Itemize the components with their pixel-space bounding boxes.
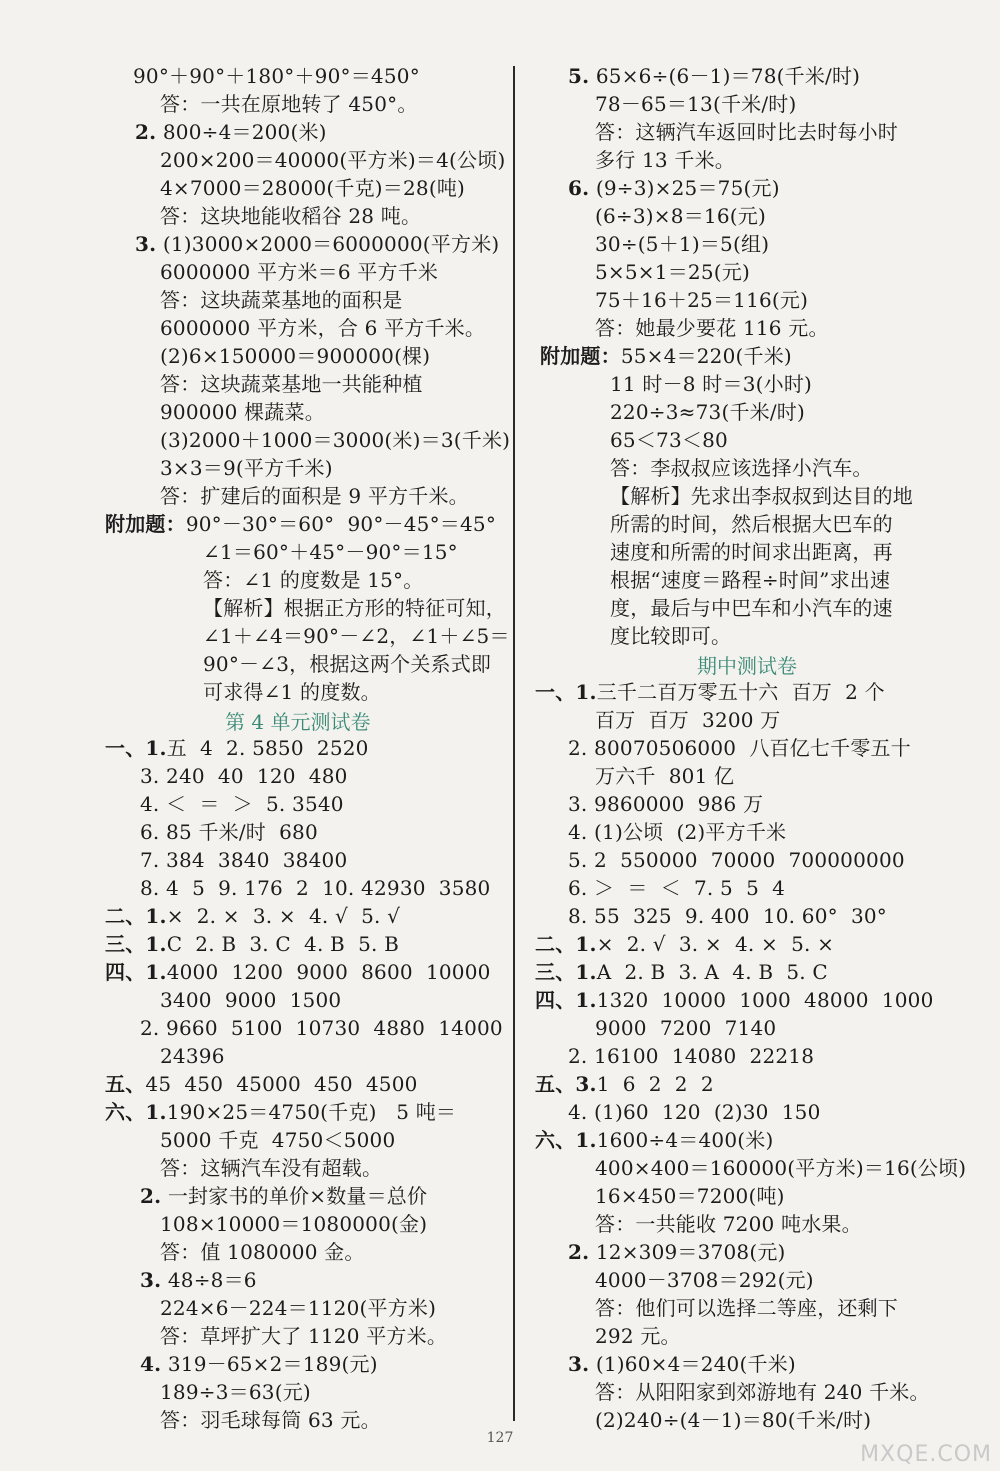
line-text: 45 450 45000 450 4500 xyxy=(145,1072,418,1096)
line: 8. 55 325 9. 400 10. 60° 30° xyxy=(568,904,887,928)
line: 度，最后与中巴车和小汽车的速 xyxy=(610,596,893,620)
line: (2)6×150000＝900000(棵) xyxy=(160,344,431,368)
line-text: 55×4＝220(千米) xyxy=(620,344,792,368)
line: 6000000 平方米＝6 平方千米 xyxy=(160,260,439,284)
line: 6. ＞ ＝ ＜ 7. 5 5 4 xyxy=(568,876,786,900)
line: 答：这块蔬菜基地的面积是 xyxy=(160,288,403,312)
line-text: 三千二百万零五十六 百万 2 个 xyxy=(596,680,885,704)
line: (3)2000＋1000＝3000(米)＝3(千米) xyxy=(160,428,511,452)
section-title: 第 4 单元测试卷 xyxy=(225,710,371,734)
line: 189÷3＝63(元) xyxy=(160,1380,311,1404)
line: 答：羽毛球每筒 63 元。 xyxy=(160,1408,381,1432)
line-text: 一封家书的单价×数量＝总价 xyxy=(167,1184,428,1208)
line: 答：这块地能收稻谷 28 吨。 xyxy=(160,204,422,228)
line: 9000 7200 7140 xyxy=(595,1016,777,1040)
line-text: 65×6÷(6－1)＝78(千米/时) xyxy=(595,64,861,88)
line: 4×7000＝28000(千克)＝28(吨) xyxy=(160,176,466,200)
line xyxy=(105,510,496,538)
line: 【解析】根据正方形的特征可知， xyxy=(203,596,506,620)
line: 224×6－224＝1120(平方米) xyxy=(160,1296,437,1320)
line xyxy=(568,1350,796,1378)
line: 速度和所需的时间求出距离，再 xyxy=(610,540,893,564)
item-number: 3. xyxy=(140,1268,162,1292)
item-number: 五、3. xyxy=(535,1072,597,1096)
line: 根据“速度＝路程÷时间”求出速 xyxy=(610,568,891,592)
line xyxy=(105,902,400,930)
item-number: 一、1. xyxy=(535,680,597,704)
line: 108×10000＝1080000(金) xyxy=(160,1212,428,1236)
line-text: 1320 10000 1000 48000 1000 xyxy=(596,988,934,1012)
item-number: 2. xyxy=(135,120,157,144)
item-number: 5. xyxy=(568,64,590,88)
line-text: 190×25＝4750(千克) 5 吨＝ xyxy=(166,1100,457,1124)
line-text: 1 6 2 2 2 xyxy=(596,1072,714,1096)
line: 65＜73＜80 xyxy=(610,428,728,452)
line-text: 319－65×2＝189(元) xyxy=(167,1352,378,1376)
item-number: 二、1. xyxy=(105,904,167,928)
line: 8. 4 5 9. 176 2 10. 42930 3580 xyxy=(140,876,491,900)
line: 24396 xyxy=(160,1044,225,1068)
item-number: 2. xyxy=(140,1184,162,1208)
line: 【解析】先求出李叔叔到达目的地 xyxy=(610,484,913,508)
item-number: 五、 xyxy=(105,1072,146,1096)
item-number: 3. xyxy=(135,232,157,256)
line-text: 4000 1200 9000 8600 10000 xyxy=(166,960,491,984)
item-number: 6. xyxy=(568,176,590,200)
line: 400×400＝160000(平方米)＝16(公顷) xyxy=(595,1156,967,1180)
line: 答：一共在原地转了 450°。 xyxy=(160,92,418,116)
line xyxy=(105,734,369,762)
line: 答：∠1 的度数是 15°。 xyxy=(203,568,424,592)
line: 答：一共能收 7200 吨水果。 xyxy=(595,1212,862,1236)
item-number: 二、1. xyxy=(535,932,597,956)
line: 78－65＝13(千米/时) xyxy=(595,92,797,116)
item-number: 附加题： xyxy=(105,512,186,536)
watermark: MXQE.COM xyxy=(860,1442,992,1467)
line xyxy=(140,1350,378,1378)
line xyxy=(535,986,934,1014)
line-text: (9÷3)×25＝75(元) xyxy=(595,176,780,200)
line: 200×200＝40000(平方米)＝4(公顷) xyxy=(160,148,506,172)
line: 3. 240 40 120 480 xyxy=(140,764,348,788)
item-number: 四、1. xyxy=(105,960,167,984)
line: 答：这块蔬菜基地一共能种植 xyxy=(160,372,423,396)
item-number: 附加题： xyxy=(540,344,621,368)
line xyxy=(535,678,885,706)
line: (6÷3)×8＝16(元) xyxy=(595,204,766,228)
item-number: 六、1. xyxy=(535,1128,597,1152)
line xyxy=(540,342,792,370)
line xyxy=(135,230,499,258)
line-text: C 2. B 3. C 4. B 5. B xyxy=(166,932,400,956)
line: ∠1＝60°＋45°－90°＝15° xyxy=(203,540,458,564)
line: 万六千 801 亿 xyxy=(595,764,735,788)
line: 答：值 1080000 金。 xyxy=(160,1240,365,1264)
item-number: 三、1. xyxy=(105,932,167,956)
line-text: 90°－30°＝60° 90°－45°＝45° xyxy=(185,512,497,536)
item-number: 4. xyxy=(140,1352,162,1376)
item-number: 2. xyxy=(568,1240,590,1264)
line: 220÷3≈73(千米/时) xyxy=(610,400,806,424)
line xyxy=(568,174,780,202)
column-divider xyxy=(513,66,515,1421)
line: 答：草坪扩大了 1120 平方米。 xyxy=(160,1324,448,1348)
line: 2. 9660 5100 10730 4880 14000 xyxy=(140,1016,503,1040)
line: 可求得∠1 的度数。 xyxy=(203,680,381,704)
line: 2. 16100 14080 22218 xyxy=(568,1044,815,1068)
line: 2. 80070506000 八百亿七千零五十 xyxy=(568,736,911,760)
item-number: 六、1. xyxy=(105,1100,167,1124)
line: 4. (1)60 120 (2)30 150 xyxy=(568,1100,821,1124)
line: 3×3＝9(平方千米) xyxy=(160,456,333,480)
line: 6. 85 千米/时 680 xyxy=(140,820,318,844)
line: 答：他们可以选择二等座，还剩下 xyxy=(595,1296,898,1320)
line xyxy=(568,62,860,90)
line: 900000 棵蔬菜。 xyxy=(160,400,325,424)
line xyxy=(535,930,834,958)
line: (2)240÷(4－1)＝80(千米/时) xyxy=(595,1408,872,1432)
line xyxy=(105,930,399,958)
line: 90°＋90°＋180°＋90°＝450° xyxy=(133,64,420,88)
line-text: (1)60×4＝240(千米) xyxy=(595,1352,796,1376)
section-title: 期中测试卷 xyxy=(697,654,797,678)
line xyxy=(105,1070,418,1098)
line xyxy=(535,1070,714,1098)
line: 7. 384 3840 38400 xyxy=(140,848,348,872)
line: 30÷(5＋1)＝5(组) xyxy=(595,232,770,256)
line-text: (1)3000×2000＝6000000(平方米) xyxy=(162,232,500,256)
item-number: 一、1. xyxy=(105,736,167,760)
line: 答：这辆汽车返回时比去时每小时 xyxy=(595,120,898,144)
line xyxy=(535,958,828,986)
line: 4. (1)公顷 (2)平方千米 xyxy=(568,820,787,844)
line xyxy=(140,1266,257,1294)
line: 答：她最少要花 116 元。 xyxy=(595,316,829,340)
line: 75＋16＋25＝116(元) xyxy=(595,288,809,312)
line-text: 1600÷4＝400(米) xyxy=(596,1128,774,1152)
line: 所需的时间，然后根据大巴车的 xyxy=(610,512,893,536)
page-number: 127 xyxy=(486,1430,514,1446)
item-number: 三、1. xyxy=(535,960,597,984)
line xyxy=(105,1098,456,1126)
line-text: × 2. × 3. × 4. √ 5. √ xyxy=(166,904,401,928)
line-text: 12×309＝3708(元) xyxy=(595,1240,786,1264)
line: 292 元。 xyxy=(595,1324,681,1348)
line xyxy=(568,1238,786,1266)
line: 多行 13 千米。 xyxy=(595,148,735,172)
line-text: A 2. B 3. A 4. B 5. C xyxy=(596,960,828,984)
line: 4000－3708＝292(元) xyxy=(595,1268,814,1292)
line: 11 时－8 时＝3(小时) xyxy=(610,372,813,396)
line: 4. ＜ ＝ ＞ 5. 3540 xyxy=(140,792,344,816)
line: 答：这辆汽车没有超载。 xyxy=(160,1156,383,1180)
line: 度比较即可。 xyxy=(610,624,732,648)
line: 5000 千克 4750＜5000 xyxy=(160,1128,396,1152)
line: 答：从阳阳家到郊游地有 240 千米。 xyxy=(595,1380,930,1404)
line-text: 48÷8＝6 xyxy=(167,1268,257,1292)
line: 百万 百万 3200 万 xyxy=(595,708,781,732)
line: 5. 2 550000 70000 700000000 xyxy=(568,848,905,872)
line xyxy=(105,958,491,986)
line-text: × 2. √ 3. × 4. × 5. × xyxy=(596,932,835,956)
line: 6000000 平方米，合 6 平方千米。 xyxy=(160,316,486,340)
line xyxy=(140,1182,427,1210)
line: ∠1＋∠4＝90°－∠2，∠1＋∠5＝ xyxy=(203,624,510,648)
line: 16×450＝7200(吨) xyxy=(595,1184,785,1208)
line: 5×5×1＝25(元) xyxy=(595,260,750,284)
line: 答：扩建后的面积是 9 平方千米。 xyxy=(160,484,469,508)
line-text: 800÷4＝200(米) xyxy=(162,120,327,144)
line: 90°－∠3，根据这两个关系式即 xyxy=(203,652,492,676)
item-number: 四、1. xyxy=(535,988,597,1012)
line: 3400 9000 1500 xyxy=(160,988,342,1012)
line: 答：李叔叔应该选择小汽车。 xyxy=(610,456,873,480)
line xyxy=(135,118,327,146)
line xyxy=(535,1126,773,1154)
line-text: 五 4 2. 5850 2520 xyxy=(166,736,369,760)
item-number: 3. xyxy=(568,1352,590,1376)
line: 3. 9860000 986 万 xyxy=(568,792,764,816)
